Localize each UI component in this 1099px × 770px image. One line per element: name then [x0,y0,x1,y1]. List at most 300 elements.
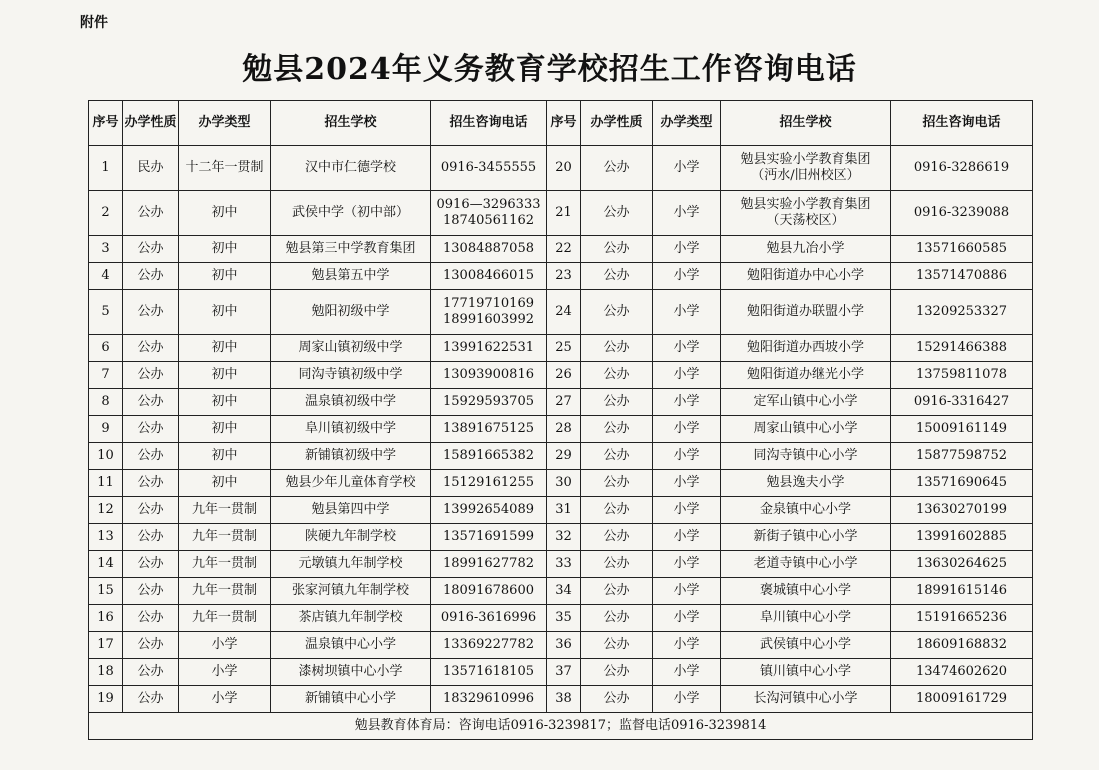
row-index: 35 [547,605,581,632]
table-row [89,191,1033,236]
phone-number [431,443,547,470]
school-name [721,470,891,497]
header-row [89,101,1033,146]
phone-number-line: 17719710169 [443,296,534,311]
phone-number [891,605,1033,632]
school-nature: 公办 [581,236,653,263]
school-type: 小学 [653,191,721,236]
phone-number [431,524,547,551]
phone-number-line: 13571470886 [916,268,1007,283]
school-name-line: 勉县第三中学教育集团 [285,241,416,256]
school-name [721,290,891,335]
school-type: 小学 [653,362,721,389]
school-nature: 公办 [123,290,179,335]
school-nature: 公办 [123,686,179,713]
row-index: 32 [547,524,581,551]
phone-number-line: 18329610996 [443,691,534,706]
phone-number [431,551,547,578]
table-row [89,290,1033,335]
phone-number [891,686,1033,713]
phone-number-line: 18991627782 [443,556,534,571]
phone-number [891,470,1033,497]
school-nature: 公办 [123,605,179,632]
phone-number [891,191,1033,236]
header-index: 序号 [547,101,581,146]
school-name [271,236,431,263]
school-nature: 公办 [581,524,653,551]
school-type: 初中 [179,263,271,290]
header-nature: 办学性质 [581,101,653,146]
header-phone: 招生咨询电话 [891,101,1033,146]
phone-number [431,578,547,605]
school-type: 小学 [179,686,271,713]
school-name-line: （沔水/旧州校区） [751,168,860,183]
school-name-line: 勉阳街道办联盟小学 [746,304,864,319]
school-name-line: 武侯中学（初中部） [291,205,409,220]
phone-number [431,362,547,389]
school-name [721,389,891,416]
school-name-line: 同沟寺镇初级中学 [298,367,403,382]
school-type: 九年一贯制 [179,551,271,578]
header-school: 招生学校 [721,101,891,146]
table-row [89,497,1033,524]
row-index: 19 [89,686,123,713]
phone-number-line: 18740561162 [443,213,534,228]
phone-number-line: 15929593705 [443,394,534,409]
school-type: 小学 [653,497,721,524]
footer-contact: 勉县教育体育局：咨询电话0916-3239817；监督电话0916-3239814 [89,713,1033,740]
school-name-line: 金泉镇中心小学 [759,502,851,517]
school-name [721,263,891,290]
school-nature: 公办 [123,470,179,497]
school-nature: 公办 [123,362,179,389]
school-nature: 公办 [123,263,179,290]
school-type: 初中 [179,335,271,362]
table-row [89,416,1033,443]
school-nature: 公办 [123,335,179,362]
school-type: 小学 [179,659,271,686]
phone-number-line: 13571618105 [443,664,534,679]
school-nature: 公办 [581,659,653,686]
phone-number-line: 0916-3616996 [440,610,537,625]
school-type: 初中 [179,443,271,470]
row-index: 6 [89,335,123,362]
school-type: 小学 [653,578,721,605]
school-nature: 公办 [123,659,179,686]
school-nature: 公办 [581,497,653,524]
school-name-line: 武侯镇中心小学 [759,637,851,652]
table-row [89,551,1033,578]
school-name [721,191,891,236]
school-nature: 公办 [581,362,653,389]
phone-number [431,191,547,236]
school-name-line: 褒城镇中心小学 [759,583,851,598]
school-name-line: 长沟河镇中心小学 [753,691,858,706]
school-type: 十二年一贯制 [179,146,271,191]
phone-number [431,605,547,632]
row-index: 37 [547,659,581,686]
school-nature: 公办 [581,191,653,236]
row-index: 11 [89,470,123,497]
phone-number-line: 13991602885 [916,529,1007,544]
header-type: 办学类型 [653,101,721,146]
school-nature: 公办 [123,416,179,443]
phone-number [891,416,1033,443]
row-index: 23 [547,263,581,290]
table-row [89,236,1033,263]
school-nature: 公办 [123,524,179,551]
phone-number-line: 15129161255 [443,475,534,490]
phone-number-line: 18991603992 [443,312,534,327]
attachment-label: 附件 [80,15,108,31]
phone-number-line: 0916-3455555 [440,160,537,175]
school-type: 九年一贯制 [179,578,271,605]
school-nature: 公办 [123,578,179,605]
phone-number [891,146,1033,191]
school-type: 初中 [179,389,271,416]
school-name-line: 勉县少年儿童体育学校 [285,475,416,490]
school-nature: 公办 [581,605,653,632]
school-type: 小学 [653,389,721,416]
school-nature: 公办 [581,470,653,497]
phone-number [431,389,547,416]
school-name [271,443,431,470]
school-name-line: 勉阳街道办西坡小学 [746,340,864,355]
school-nature: 公办 [581,290,653,335]
phone-number-line: 13891675125 [443,421,534,436]
school-type: 小学 [653,470,721,497]
school-name [271,632,431,659]
school-type: 初中 [179,290,271,335]
table-row [89,632,1033,659]
school-name [721,236,891,263]
school-name [271,263,431,290]
school-name-line: 汉中市仁德学校 [304,160,396,175]
school-nature: 公办 [123,443,179,470]
row-index: 24 [547,290,581,335]
phone-number [891,335,1033,362]
school-name [271,659,431,686]
phone-number [431,335,547,362]
header-type: 办学类型 [179,101,271,146]
row-index: 30 [547,470,581,497]
school-nature: 公办 [581,416,653,443]
school-type: 小学 [653,443,721,470]
phone-number [431,686,547,713]
table-row [89,362,1033,389]
row-index: 14 [89,551,123,578]
school-nature: 公办 [581,263,653,290]
phone-number-line: 13630270199 [916,502,1007,517]
school-name [721,686,891,713]
school-type: 小学 [653,416,721,443]
row-index: 3 [89,236,123,263]
phone-number-line: 13008466015 [443,268,534,283]
phone-number [891,524,1033,551]
row-index: 12 [89,497,123,524]
school-type: 初中 [179,416,271,443]
row-index: 20 [547,146,581,191]
school-name-line: 老道寺镇中心小学 [753,556,858,571]
phone-number [431,659,547,686]
table-row [89,686,1033,713]
school-name-line: 张家河镇九年制学校 [291,583,409,598]
phone-number-line: 13571690645 [916,475,1007,490]
phone-number-line: 15009161149 [916,421,1007,436]
school-name [721,443,891,470]
row-index: 16 [89,605,123,632]
header-school: 招生学校 [271,101,431,146]
school-name [721,497,891,524]
school-type: 小学 [653,551,721,578]
school-nature: 公办 [581,578,653,605]
row-index: 13 [89,524,123,551]
school-type: 初中 [179,362,271,389]
school-nature: 公办 [123,236,179,263]
school-name-line: 阜川镇中心小学 [759,610,851,625]
school-name-line: 勉阳初级中学 [311,304,390,319]
school-name [271,191,431,236]
school-name [271,362,431,389]
school-nature: 公办 [581,146,653,191]
phone-number-line: 13093900816 [443,367,534,382]
phone-number-line: 13759811078 [916,367,1007,382]
phone-number [891,263,1033,290]
phone-number-line: 18609168832 [916,637,1007,652]
school-name [271,290,431,335]
row-index: 25 [547,335,581,362]
school-type: 九年一贯制 [179,524,271,551]
table-row [89,524,1033,551]
row-index: 29 [547,443,581,470]
school-name [271,551,431,578]
school-name [271,335,431,362]
school-type: 小学 [653,263,721,290]
row-index: 17 [89,632,123,659]
phone-number-line: 13474602620 [916,664,1007,679]
table-row [89,443,1033,470]
school-name-line: 漆树坝镇中心小学 [298,664,403,679]
school-type: 小学 [653,686,721,713]
row-index: 38 [547,686,581,713]
phone-number-line: 18991615146 [916,583,1007,598]
school-name [721,551,891,578]
school-name-line: 新铺镇中心小学 [304,691,396,706]
school-name [721,362,891,389]
row-index: 1 [89,146,123,191]
school-name-line: 勉县九冶小学 [766,241,845,256]
phone-number [431,470,547,497]
school-type: 小学 [653,632,721,659]
school-name-line: 周家山镇中心小学 [753,421,858,436]
school-type: 小学 [653,146,721,191]
school-name [721,659,891,686]
school-name [271,578,431,605]
row-index: 33 [547,551,581,578]
row-index: 8 [89,389,123,416]
school-name-line: 温泉镇初级中学 [304,394,396,409]
table-row [89,659,1033,686]
school-name [721,416,891,443]
school-type: 小学 [653,236,721,263]
phone-number-line: 15191665236 [916,610,1007,625]
table-row [89,146,1033,191]
row-index: 4 [89,263,123,290]
school-name-line: 茶店镇九年制学校 [298,610,403,625]
row-index: 36 [547,632,581,659]
phone-number-line: 18009161729 [916,691,1007,706]
school-name-line: 勉县第四中学 [311,502,390,517]
school-name-line: 定军山镇中心小学 [753,394,858,409]
row-index: 7 [89,362,123,389]
school-name [721,146,891,191]
phone-number-line: 13630264625 [916,556,1007,571]
school-name-line: 阜川镇初级中学 [304,421,396,436]
phone-number-line: 0916-3286619 [913,160,1010,175]
table-row [89,335,1033,362]
phone-number [891,362,1033,389]
phone-number [891,290,1033,335]
school-name-line: 同沟寺镇中心小学 [753,448,858,463]
row-index: 10 [89,443,123,470]
school-name-line: 镇川镇中心小学 [759,664,851,679]
document-title: 勉县2024年义务教育学校招生工作咨询电话 [242,52,857,87]
phone-number [891,236,1033,263]
school-type: 九年一贯制 [179,497,271,524]
row-index: 27 [547,389,581,416]
school-nature: 公办 [123,632,179,659]
school-name-line: （天荡校区） [766,213,845,228]
row-index: 9 [89,416,123,443]
row-index: 31 [547,497,581,524]
school-type: 小学 [653,335,721,362]
school-name [271,389,431,416]
school-nature: 公办 [123,191,179,236]
consultation-phone-table [88,100,1033,740]
header-nature: 办学性质 [123,101,179,146]
phone-number-line: 0916—3296333 [436,197,541,212]
school-name [271,470,431,497]
table-row [89,470,1033,497]
phone-number-line: 15291466388 [916,340,1007,355]
row-index: 26 [547,362,581,389]
phone-number [891,659,1033,686]
school-name-line: 勉县实验小学教育集团 [740,197,871,212]
school-name [721,605,891,632]
phone-number-line: 13991622531 [443,340,534,355]
phone-number-line: 13992654089 [443,502,534,517]
row-index: 5 [89,290,123,335]
phone-number-line: 13369227782 [443,637,534,652]
table-row [89,389,1033,416]
school-nature: 公办 [581,335,653,362]
school-type: 小学 [653,524,721,551]
phone-number-line: 0916-3316427 [913,394,1010,409]
table-row [89,578,1033,605]
phone-number [431,632,547,659]
phone-number-line: 0916-3239088 [913,205,1010,220]
row-index: 22 [547,236,581,263]
school-type: 初中 [179,191,271,236]
row-index: 2 [89,191,123,236]
school-type: 小学 [653,290,721,335]
school-name [271,416,431,443]
school-name [721,632,891,659]
school-type: 小学 [179,632,271,659]
phone-number [431,497,547,524]
school-name-line: 新铺镇初级中学 [304,448,396,463]
table-row [89,605,1033,632]
row-index: 15 [89,578,123,605]
footer-row [89,713,1033,740]
phone-number [891,497,1033,524]
phone-number [431,146,547,191]
school-name-line: 周家山镇初级中学 [298,340,403,355]
row-index: 28 [547,416,581,443]
school-nature: 公办 [581,686,653,713]
school-nature: 公办 [581,632,653,659]
school-name-line: 勉阳街道办继光小学 [746,367,864,382]
table-body [89,146,1033,713]
phone-number [891,551,1033,578]
school-name [271,605,431,632]
school-type: 小学 [653,659,721,686]
phone-number-line: 13084887058 [443,241,534,256]
school-nature: 公办 [581,443,653,470]
phone-number [431,263,547,290]
table-row [89,263,1033,290]
phone-number-line: 13209253327 [916,304,1007,319]
school-name-line: 新街子镇中心小学 [753,529,858,544]
school-name-line: 勉县实验小学教育集团 [740,152,871,167]
school-name-line: 勉县逸夫小学 [766,475,845,490]
phone-number-line: 15877598752 [916,448,1007,463]
header-phone: 招生咨询电话 [431,101,547,146]
school-type: 初中 [179,470,271,497]
phone-number [891,632,1033,659]
school-nature: 公办 [123,497,179,524]
school-name-line: 陕硬九年制学校 [304,529,396,544]
school-name [721,524,891,551]
school-name [721,578,891,605]
school-name-line: 勉阳街道办中心小学 [746,268,864,283]
school-nature: 公办 [581,551,653,578]
row-index: 18 [89,659,123,686]
school-type: 初中 [179,236,271,263]
school-name [721,335,891,362]
school-name [271,524,431,551]
row-index: 34 [547,578,581,605]
school-name [271,497,431,524]
phone-number-line: 18091678600 [443,583,534,598]
school-name-line: 勉县第五中学 [311,268,390,283]
phone-number [891,389,1033,416]
header-index: 序号 [89,101,123,146]
school-nature: 公办 [123,389,179,416]
phone-number [431,236,547,263]
row-index: 21 [547,191,581,236]
school-name [271,686,431,713]
school-name-line: 元墩镇九年制学校 [298,556,403,571]
school-name-line: 温泉镇中心小学 [304,637,396,652]
phone-number-line: 13571691599 [443,529,534,544]
school-name [271,146,431,191]
school-type: 九年一贯制 [179,605,271,632]
phone-number [891,578,1033,605]
phone-number-line: 13571660585 [916,241,1007,256]
school-nature: 公办 [581,389,653,416]
school-nature: 公办 [123,551,179,578]
